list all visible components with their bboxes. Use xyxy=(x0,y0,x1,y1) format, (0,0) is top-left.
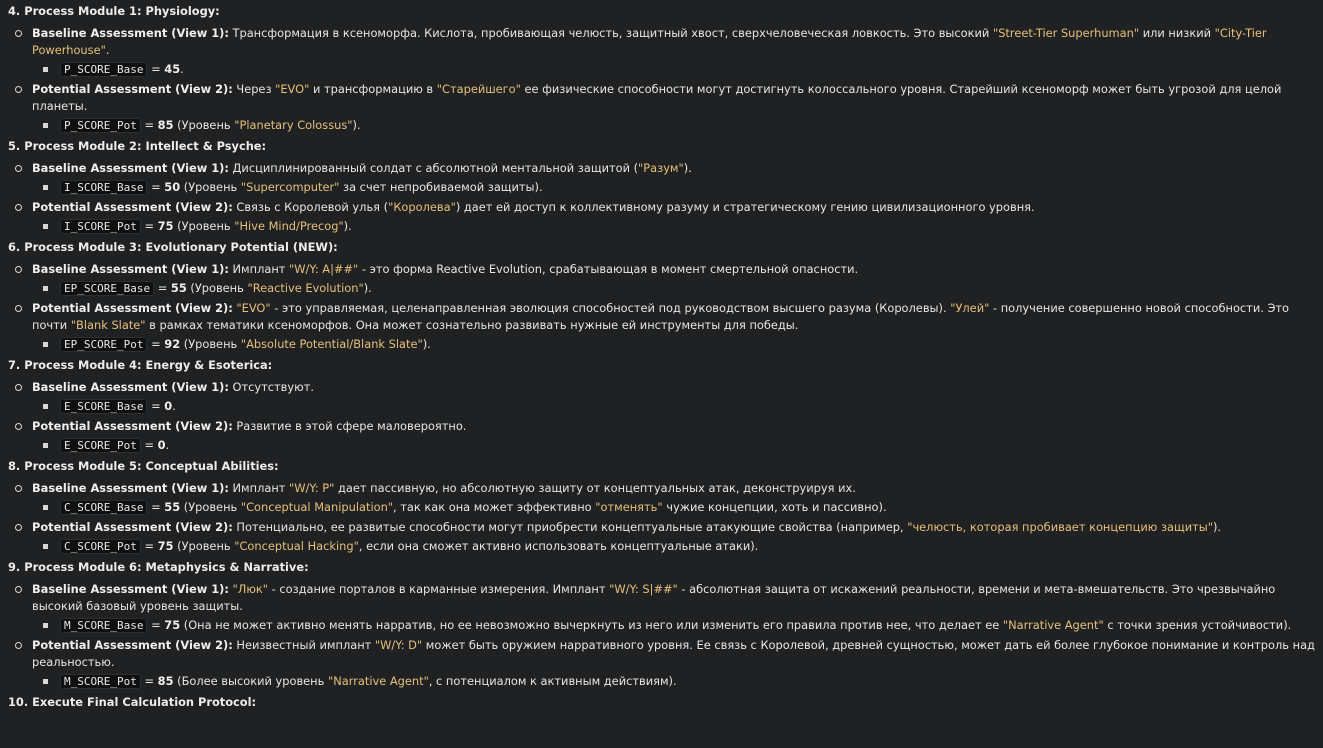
assessment-item xyxy=(32,519,1315,555)
bold-label: Potential Assessment (View 2): xyxy=(32,301,233,315)
assessment-item xyxy=(32,581,1315,634)
text-run: ). xyxy=(343,219,352,233)
score-variable: E_SCORE_Pot xyxy=(60,438,141,453)
text-run: ее физические способности могут достигнуть колоссального уровня. Старейший ксеноморф может быть угрозой для целой планеты. xyxy=(32,82,1282,113)
assessment-list xyxy=(8,379,1315,454)
score-item xyxy=(60,538,1315,555)
text-run: . xyxy=(105,43,110,57)
text-run: Потенциально, ее развитые способности могут приобрести концептуальные атакующие свойства (например, xyxy=(232,520,908,534)
assessment-list xyxy=(8,25,1315,134)
assessment-text xyxy=(32,261,1315,278)
text-run: = xyxy=(147,618,165,632)
score-list xyxy=(32,617,1315,634)
text-run: в рамках тематики ксеноморфов. Она может сознательно развивать нужные ей инструменты для победы. xyxy=(145,318,799,332)
text-run: (Уровень xyxy=(173,118,235,132)
text-run: Отсутствуют. xyxy=(228,380,314,394)
text-run: = xyxy=(147,500,165,514)
text-run: и трансформацию в xyxy=(309,82,437,96)
assessment-list xyxy=(8,160,1315,235)
score-variable: EP_SCORE_Base xyxy=(60,281,154,296)
quoted-term: "Blank Slate" xyxy=(70,318,146,332)
quoted-term: "Conceptual Manipulation" xyxy=(240,500,394,514)
bold-label: 85 xyxy=(157,118,174,132)
text-run: Трансформация в ксеноморфа. Кислота, пробивающая челюсть, защитный хвост, сверхчеловеческая ловкость. Это высокий xyxy=(228,26,993,40)
bold-label: Baseline Assessment (View 1): xyxy=(32,26,229,40)
assessment-item xyxy=(32,637,1315,690)
bold-label: Potential Assessment (View 2): xyxy=(32,82,233,96)
assessment-list xyxy=(8,581,1315,690)
text-run: Развитие в этой сфере маловероятно. xyxy=(232,419,467,433)
score-list xyxy=(32,398,1315,415)
quoted-term: "W/Y: P" xyxy=(289,481,335,495)
score-list xyxy=(32,336,1315,353)
process-module xyxy=(8,3,1315,134)
text-run: чужие концепции, хоть и пассивно). xyxy=(662,500,887,514)
text-run: - создание порталов в карманные измерения. Имплант xyxy=(268,582,610,596)
bold-label: Potential Assessment (View 2): xyxy=(32,520,233,534)
assessment-item xyxy=(32,81,1315,134)
bold-label: Baseline Assessment (View 1): xyxy=(32,582,229,596)
score-item xyxy=(60,617,1315,634)
score-list xyxy=(32,280,1315,297)
text-run: . xyxy=(172,399,176,413)
assessment-item xyxy=(32,25,1315,78)
score-list xyxy=(32,179,1315,196)
text-run: Имплант xyxy=(228,481,290,495)
score-list xyxy=(32,437,1315,454)
bold-label: 75 xyxy=(157,219,174,233)
text-run: = xyxy=(140,438,158,452)
quoted-term: "Королева" xyxy=(388,200,456,214)
score-variable: P_SCORE_Pot xyxy=(60,118,141,133)
bold-label: 75 xyxy=(157,539,174,553)
score-item xyxy=(60,673,1315,690)
quoted-term: "Старейшего" xyxy=(436,82,521,96)
text-run: - это форма Reactive Evolution, срабатывающая в момент смертельной опасности. xyxy=(358,262,859,276)
score-item xyxy=(60,280,1315,297)
text-run: ). xyxy=(683,161,692,175)
score-item xyxy=(60,499,1315,516)
text-run: (Уровень xyxy=(173,219,235,233)
quoted-term: "челюсть, которая пробивает концепцию защиты" xyxy=(907,520,1213,534)
assessment-item xyxy=(32,480,1315,516)
quoted-term: "W/Y: D" xyxy=(374,638,423,652)
text-run: = xyxy=(147,399,165,413)
text-run: (Уровень xyxy=(186,281,248,295)
text-run: (Уровень xyxy=(180,500,241,514)
bold-label: 45 xyxy=(164,62,181,76)
score-list xyxy=(32,538,1315,555)
quoted-term: "EVO" xyxy=(275,82,310,96)
text-run: , с потенциалом к активным действиям). xyxy=(428,674,677,688)
bold-label: 75 xyxy=(164,618,181,632)
text-run: ). xyxy=(363,281,372,295)
bold-label: 55 xyxy=(164,500,181,514)
quoted-term: "Люк" xyxy=(232,582,269,596)
text-run: может быть оружием нарративного уровня. Ее связь с Королевой, древней сущностью, может дать ей более глубокое понимание и контроль над реальностью. xyxy=(32,638,1315,669)
quoted-term: "Hive Mind/Precog" xyxy=(234,219,344,233)
assessment-text xyxy=(32,199,1315,216)
assessment-item xyxy=(32,261,1315,297)
quoted-term: "W/Y: A|##" xyxy=(289,262,359,276)
score-item xyxy=(60,61,1315,78)
text-run: . xyxy=(180,62,184,76)
score-variable: P_SCORE_Base xyxy=(60,62,147,77)
process-module xyxy=(8,559,1315,690)
text-run: за счет непробиваемой защиты). xyxy=(339,180,543,194)
score-variable: M_SCORE_Base xyxy=(60,618,147,633)
text-run: = xyxy=(147,62,165,76)
module-title: 8. Process Module 5: Conceptual Abilities: xyxy=(8,459,279,473)
quoted-term: "отменять" xyxy=(595,500,663,514)
assessment-item xyxy=(32,418,1315,454)
score-variable: EP_SCORE_Pot xyxy=(60,337,147,352)
assessment-item xyxy=(32,300,1315,353)
quoted-term: "Reactive Evolution" xyxy=(247,281,364,295)
text-run: - это управляемая, целенаправленная эволюция способностей под руководством высшего разума (Королевы). xyxy=(270,301,951,315)
bold-label: Baseline Assessment (View 1): xyxy=(32,380,229,394)
assessment-list xyxy=(8,261,1315,353)
bold-label: 50 xyxy=(164,180,181,194)
assessment-text xyxy=(32,418,1315,435)
quoted-term: "Street-Tier Superhuman" xyxy=(992,26,1140,40)
score-item xyxy=(60,336,1315,353)
text-run: . xyxy=(165,438,170,452)
text-run: (Уровень xyxy=(180,180,241,194)
assessment-text xyxy=(32,637,1315,671)
score-variable: M_SCORE_Pot xyxy=(60,674,141,689)
score-item xyxy=(60,218,1315,235)
score-variable: C_SCORE_Base xyxy=(60,500,147,515)
text-run: Неизвестный имплант xyxy=(232,638,375,652)
text-run: = xyxy=(154,281,171,295)
process-module xyxy=(8,357,1315,454)
text-run: = xyxy=(140,118,158,132)
assessment-list xyxy=(8,480,1315,555)
text-run: Имплант xyxy=(228,262,290,276)
assessment-text xyxy=(32,480,1315,497)
text-run: - получение совершенно новой способности. Это почти xyxy=(32,301,1290,332)
quoted-term: "Narrative Agent" xyxy=(1002,618,1104,632)
text-run: (Она не может активно менять нарратив, но ее невозможно вычеркнуть из него или изменить его правила против нее, что делает ее xyxy=(180,618,1003,632)
module-title: 4. Process Module 1: Physiology: xyxy=(8,4,220,18)
bold-label: Potential Assessment (View 2): xyxy=(32,638,233,652)
bold-label: 92 xyxy=(164,337,181,351)
module-title: 6. Process Module 3: Evolutionary Potential (NEW): xyxy=(8,240,338,254)
text-run: Связь с Королевой улья ( xyxy=(232,200,389,214)
assessment-text xyxy=(32,160,1315,177)
assessment-item xyxy=(32,160,1315,196)
bold-label: 0 xyxy=(157,438,166,452)
assessment-text xyxy=(32,300,1315,334)
quoted-term: "Conceptual Hacking" xyxy=(234,539,359,553)
text-run: ). xyxy=(352,118,361,132)
bold-label: 0 xyxy=(164,399,173,413)
score-variable: E_SCORE_Base xyxy=(60,399,147,414)
assessment-text xyxy=(32,519,1315,536)
text-run: , так как она может эффективно xyxy=(393,500,596,514)
score-list xyxy=(32,673,1315,690)
text-run: Дисциплинированный солдат с абсолютной ментальной защитой ( xyxy=(228,161,639,175)
bold-label: Baseline Assessment (View 1): xyxy=(32,161,229,175)
bold-label: Baseline Assessment (View 1): xyxy=(32,481,229,495)
process-module xyxy=(8,458,1315,555)
quoted-term: "EVO" xyxy=(236,301,271,315)
assessment-text xyxy=(32,581,1315,615)
text-run: ). xyxy=(1212,520,1222,534)
bold-label: 85 xyxy=(157,674,174,688)
score-variable: I_SCORE_Pot xyxy=(60,219,141,234)
text-run: = xyxy=(140,219,158,233)
process-module xyxy=(8,138,1315,235)
bold-label: Potential Assessment (View 2): xyxy=(32,419,233,433)
score-list xyxy=(32,61,1315,78)
text-run: = xyxy=(140,674,158,688)
text-run: ). xyxy=(422,337,431,351)
text-run: дает пассивную, но абсолютную защиту от концептуальных атак, деконструируя их. xyxy=(334,481,856,495)
text-run: ) дает ей доступ к коллективному разуму и стратегическому гению цивилизационного уровня. xyxy=(455,200,1035,214)
text-run: = xyxy=(140,539,158,553)
score-list xyxy=(32,218,1315,235)
score-item xyxy=(60,437,1315,454)
text-run: = xyxy=(147,180,165,194)
text-run: = xyxy=(147,337,165,351)
assessment-text xyxy=(32,25,1315,59)
text-run: (Уровень xyxy=(173,539,235,553)
bold-label: Potential Assessment (View 2): xyxy=(32,200,233,214)
score-item xyxy=(60,398,1315,415)
score-variable: I_SCORE_Base xyxy=(60,180,147,195)
quoted-term: "W/Y: S|##" xyxy=(609,582,678,596)
module-list xyxy=(8,3,1315,690)
quoted-term: "Разум" xyxy=(638,161,684,175)
text-run: (Более высокий уровень xyxy=(173,674,328,688)
score-list xyxy=(32,117,1315,134)
assessment-item xyxy=(32,199,1315,235)
score-variable: C_SCORE_Pot xyxy=(60,539,141,554)
final-step-title: 10. Execute Final Calculation Protocol: xyxy=(8,695,257,709)
text-run: или низкий xyxy=(1139,26,1215,40)
text-run: Через xyxy=(232,82,276,96)
quoted-term: "Absolute Potential/Blank Slate" xyxy=(240,337,423,351)
quoted-term: "City-Tier Powerhouse" xyxy=(32,26,1267,57)
process-module xyxy=(8,239,1315,353)
score-item xyxy=(60,179,1315,196)
text-run: с точки зрения устойчивости). xyxy=(1103,618,1292,632)
bold-label: 55 xyxy=(170,281,187,295)
module-title: 5. Process Module 2: Intellect & Psyche: xyxy=(8,139,267,153)
score-item xyxy=(60,117,1315,134)
score-list xyxy=(32,499,1315,516)
module-title: 7. Process Module 4: Energy & Esoterica: xyxy=(8,358,273,372)
quoted-term: "Улей" xyxy=(950,301,990,315)
text-run: (Уровень xyxy=(180,337,241,351)
assessment-text xyxy=(32,81,1315,115)
text-run: , если она сможет активно использовать концептуальные атаки). xyxy=(358,539,759,553)
quoted-term: "Supercomputer" xyxy=(240,180,340,194)
assessment-text xyxy=(32,379,1315,396)
assessment-item xyxy=(32,379,1315,415)
module-title: 9. Process Module 6: Metaphysics & Narrative: xyxy=(8,560,309,574)
quoted-term: "Planetary Colossus" xyxy=(234,118,353,132)
quoted-term: "Narrative Agent" xyxy=(327,674,429,688)
text-run: - абсолютная защита от искажений реальности, времени и мета-вмешательств. Это чрезвычайно высокий базовый уровень защиты. xyxy=(32,582,1276,613)
bold-label: Baseline Assessment (View 1): xyxy=(32,262,229,276)
